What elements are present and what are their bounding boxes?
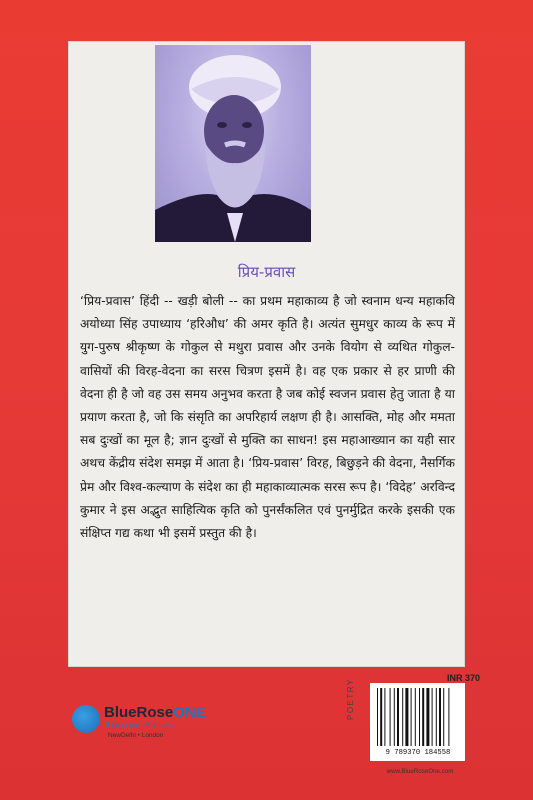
barcode-bars-icon [375,688,460,748]
price-label: INR 370 [447,673,481,683]
publisher-tagline: Stories Matter [105,722,177,729]
genre-label: POETRY [346,678,355,720]
isbn-number: 9 789370 184558 [385,749,451,757]
publisher-name [104,704,206,721]
publisher-name-main: BlueRose [104,704,174,721]
publisher-location: NewDelhi • London [108,732,164,739]
book-description: ‘प्रिय-प्रवास’ हिंदी -- खड़ी बोली -- का प्रथम महाकाव्य है जो स्वनाम धन्य महाकवि अयोध्या सिंह उपाध्याय ‘हरिऔध’ की अमर कृति है। अत्यंत सुमधुर काव्य के रूप में युग-पुरुष श्रीकृष्ण के गोकुल से मथुरा प्रवास और उनके वियोग से व्यथित गोकुल-वासियों की विरह-वेदना का सरस चित्रण इसमें है। वह एक प्रकार से हर प्राणी की वेदना ही है जो वह उस समय अनुभव करता है जब कोई स्वजन प्रवास हेतु जाता है या प्रयाण करता है, जो कि संसृति का अपरिहार्य लक्षण ही है। आसक्ति, मोह और ममता सब दुःखों का मूल है; ज्ञान दुःखों से मुक्ति का साधन! इस महाआख्यान का यही सार अथच केंद्रीय संदेश समझ में आता है। ‘प्रिय-प्रवास’ विरह, बिछुड़ने की वेदना, नैसर्गिक प्रेम और विश्व-कल्याण के संदेश का ही महाकाव्यात्मक सरस रूप है। ‘विदेह’ अरविन्द कुमार ने इस अद्भुत साहित्यिक कृति को पुनर्संकलित एवं पुनर्मुद्रित करके इसकी एक संक्षिप्त गद्य कथा भी इसमें प्रस्तुत की है। [80,294,455,541]
publisher-logo-icon [72,705,100,733]
book-title: प्रिय-प्रवास [237,263,296,281]
author-portrait [155,45,311,242]
publisher-name-accent: ONE [173,704,206,721]
publisher-website: www.BlueRoseOne.com [386,768,454,775]
